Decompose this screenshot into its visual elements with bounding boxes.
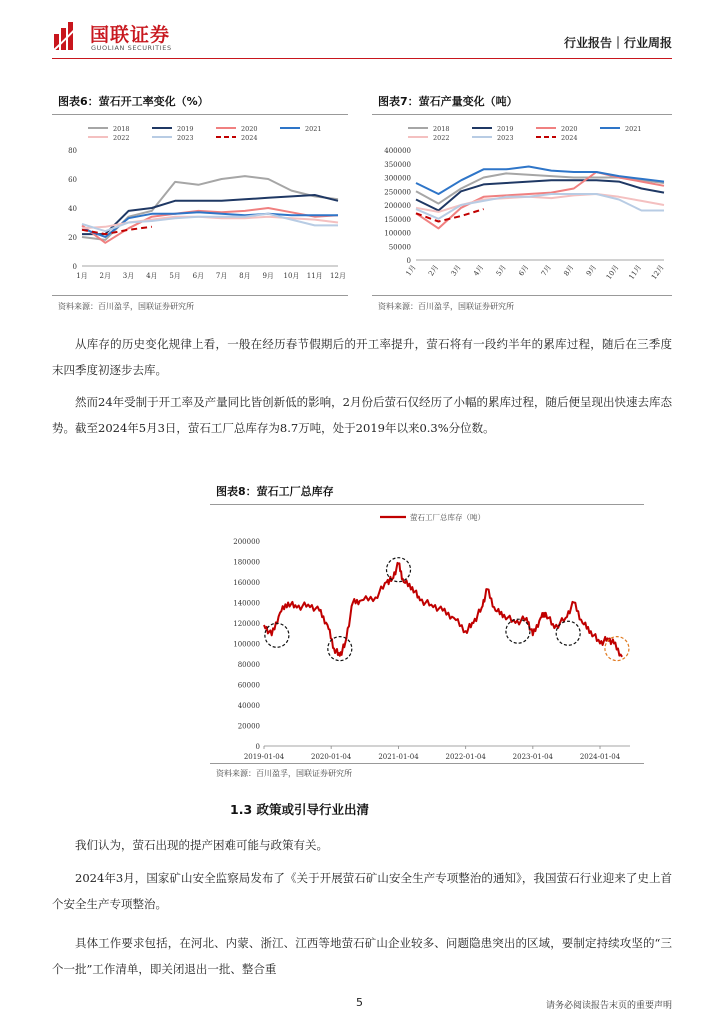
x-tick-label: 6月	[517, 263, 531, 278]
x-tick-label: 4月	[472, 263, 486, 278]
legend-label: 2019	[177, 125, 194, 133]
x-tick-label: 2023-01-04	[512, 753, 554, 761]
y-tick-label: 200000	[233, 538, 260, 546]
figure8-rule	[210, 504, 644, 505]
paragraph-3: 我们认为，萤石出现的提产困难可能与政策有关。	[75, 838, 328, 852]
y-tick-label: 350000	[384, 160, 411, 169]
annotation-circle	[328, 637, 352, 661]
y-tick-label: 40	[68, 205, 77, 213]
header-divider	[52, 58, 672, 59]
x-tick-label: 12月	[330, 272, 346, 280]
x-tick-label: 5月	[494, 263, 508, 278]
x-tick-label: 12月	[649, 263, 666, 282]
x-tick-label: 9月	[584, 263, 599, 278]
series-line-2018	[82, 176, 338, 240]
x-tick-label: 2021-01-04	[378, 753, 419, 761]
logo-icon	[52, 20, 82, 52]
y-tick-label: 160000	[233, 579, 260, 587]
x-tick-label: 8月	[239, 272, 251, 280]
inventory-line	[264, 563, 622, 657]
figure6-title: 图表6：萤石开工率变化（%）	[58, 95, 209, 108]
legend-label: 2020	[561, 125, 578, 133]
y-tick-label: 0	[72, 263, 77, 271]
figure6-chart	[52, 118, 348, 294]
paragraph-4: 2024年3月，国家矿山安全监察局发布了《关于开展萤石矿山安全生产专项整治的通知》，我国萤石行业迎来了史上首个安全生产专项整治。	[52, 871, 672, 911]
y-tick-label: 0	[406, 257, 411, 265]
figure7-rule	[372, 114, 672, 115]
x-tick-label: 11月	[306, 272, 323, 280]
y-tick-label: 300000	[384, 174, 411, 183]
x-tick-label: 2024-01-04	[579, 753, 621, 761]
x-tick-label: 7月	[539, 263, 553, 278]
y-tick-label: 100000	[384, 229, 411, 238]
figure7-bottom-rule	[372, 295, 672, 296]
figure6-rule	[52, 114, 348, 115]
y-tick-label: 20000	[237, 722, 260, 731]
y-tick-label: 120000	[233, 620, 260, 628]
x-tick-label: 11月	[627, 263, 644, 282]
y-tick-label: 250000	[384, 188, 411, 197]
figure7-chart	[372, 118, 672, 294]
x-tick-label: 10月	[283, 272, 300, 280]
legend-label: 2018	[113, 125, 130, 133]
y-tick-label: 400000	[384, 147, 411, 155]
x-tick-label: 4月	[146, 272, 158, 280]
y-tick-label: 80	[68, 147, 77, 155]
annotation-circle	[556, 621, 580, 645]
legend-label: 2024	[241, 134, 258, 142]
x-tick-label: 1月	[76, 272, 88, 280]
paragraph-2: 然而24年受制于开工率及产量同比皆创新低的影响，2月份后萤石仅经历了小幅的累库过程，随后便呈现出快速去库态势。截至2024年5月3日，萤石工厂总库存为8.7万吨，处于2019年以来0.3%分位数。	[52, 395, 672, 435]
x-tick-label: 2022-01-04	[445, 753, 486, 761]
y-tick-label: 180000	[233, 558, 260, 567]
x-tick-label: 2月	[427, 263, 441, 278]
y-tick-label: 100000	[233, 640, 260, 649]
x-tick-label: 3月	[449, 263, 463, 278]
legend-label: 2019	[497, 125, 514, 133]
figure8-bottom-rule	[210, 763, 644, 764]
figure8-title: 图表8：萤石工厂总库存	[216, 485, 334, 498]
y-tick-label: 50000	[388, 243, 411, 252]
paragraph-5: 具体工作要求包括，在河北、内蒙、浙江、江西等地萤石矿山企业较多、问题隐患突出的区域，要制定持续攻坚的“三个一批”工作清单，即关闭退出一批、整合重	[52, 936, 672, 976]
figure6-bottom-rule	[52, 295, 348, 296]
paragraph-1: 从库存的历史变化规律上看，一般在经历春节假期后的开工率提升，萤石将有一段约半年的累库过程，随后在三季度末四季度初逐步去库。	[52, 337, 672, 377]
y-tick-label: 20	[68, 234, 77, 242]
page-number: 5	[356, 996, 363, 1009]
x-tick-label: 5月	[169, 272, 181, 280]
x-tick-label: 7月	[215, 272, 228, 280]
x-tick-label: 6月	[192, 272, 205, 280]
legend-label: 萤石工厂总库存（吨）	[410, 513, 485, 522]
logo-subtext: GUOLIAN SECURITIES	[91, 44, 172, 52]
figure8-chart	[210, 508, 644, 762]
legend-label: 2022	[433, 134, 450, 142]
report-type: 行业报告｜行业周报	[563, 36, 672, 50]
y-tick-label: 60	[68, 176, 77, 184]
x-tick-label: 9月	[262, 272, 274, 280]
y-tick-label: 40000	[237, 702, 260, 710]
annotation-circle	[265, 623, 289, 647]
logo-text: 国联证券	[90, 24, 171, 46]
y-tick-label: 200000	[384, 202, 411, 210]
footer-disclaimer: 请务必阅读报告末页的重要声明	[545, 1001, 672, 1011]
x-tick-label: 2019-01-04	[243, 753, 285, 761]
legend-label: 2021	[625, 125, 642, 133]
y-tick-label: 150000	[384, 215, 411, 224]
x-tick-label: 10月	[604, 263, 621, 282]
legend-label: 2022	[113, 134, 130, 142]
figure7-title: 图表7：萤石产量变化（吨）	[378, 95, 518, 108]
y-tick-label: 140000	[233, 599, 260, 608]
y-tick-label: 80000	[237, 661, 260, 669]
legend-label: 2021	[305, 125, 322, 133]
y-tick-label: 60000	[237, 681, 260, 690]
x-tick-label: 2020-01-04	[310, 753, 352, 761]
series-line-2023	[82, 214, 338, 231]
y-tick-label: 0	[255, 743, 260, 751]
x-tick-label: 3月	[122, 272, 135, 280]
x-tick-label: 1月	[404, 263, 418, 278]
legend-label: 2018	[433, 125, 450, 133]
legend-label: 2024	[561, 134, 578, 142]
figure7-source: 资料来源：百川盈孚，国联证券研究所	[378, 302, 514, 311]
figure6-source: 资料来源：百川盈孚，国联证券研究所	[58, 302, 194, 311]
legend-label: 2023	[177, 134, 194, 142]
legend-label: 2020	[241, 125, 258, 133]
x-tick-label: 2月	[99, 272, 112, 280]
legend-label: 2023	[497, 134, 514, 142]
section-heading: 1.3 政策或引导行业出清	[230, 802, 369, 817]
figure8-source: 资料来源：百川盈孚，国联证券研究所	[216, 769, 352, 778]
x-tick-label: 8月	[562, 263, 576, 278]
